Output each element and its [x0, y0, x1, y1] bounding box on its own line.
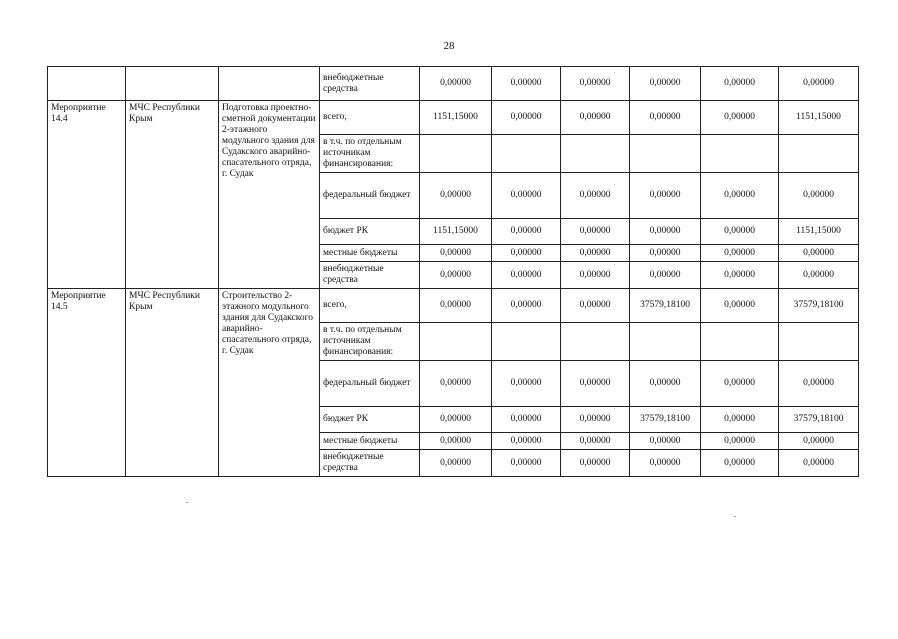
- amount-cell: 0,00000: [492, 289, 561, 323]
- description-cell: Подготовка проектно-сметной документации 2-этажного модульного здания для Судакского аварийно-спасательного отряда, г. Судак: [219, 101, 320, 289]
- amount-cell: 0,00000: [630, 101, 701, 135]
- funding-source-cell: внебюджетные средства: [320, 67, 420, 101]
- amount-cell: 0,00000: [420, 433, 492, 450]
- amount-cell: 0,00000: [492, 262, 561, 289]
- amount-cell: 0,00000: [492, 450, 561, 477]
- event-cell-empty: [48, 67, 126, 101]
- funding-source-cell: бюджет РК: [320, 219, 420, 245]
- amount-cell: 37579,18100: [630, 407, 701, 433]
- description-cell-empty: [219, 67, 320, 101]
- amount-cell: 0,00000: [701, 245, 779, 262]
- amount-cell: 0,00000: [420, 289, 492, 323]
- amount-cell: 1151,15000: [420, 219, 492, 245]
- amount-cell: 0,00000: [701, 289, 779, 323]
- page-number: 28: [443, 40, 455, 52]
- amount-cell: 37579,18100: [779, 407, 859, 433]
- amount-cell: 0,00000: [630, 450, 701, 477]
- funding-source-cell: всего,: [320, 101, 420, 135]
- funding-source-cell: в т.ч. по отдельным источникам финансирования:: [320, 135, 420, 173]
- amount-cell: 0,00000: [701, 361, 779, 407]
- amount-cell: 0,00000: [420, 245, 492, 262]
- amount-cell: [779, 323, 859, 361]
- amount-cell: 0,00000: [701, 262, 779, 289]
- amount-cell: 0,00000: [630, 433, 701, 450]
- amount-cell: 0,00000: [492, 219, 561, 245]
- funding-source-cell: внебюджетные средства: [320, 262, 420, 289]
- amount-cell: 0,00000: [561, 262, 630, 289]
- amount-cell: 0,00000: [701, 407, 779, 433]
- budget-table: [47, 66, 859, 477]
- amount-cell: 0,00000: [561, 67, 630, 101]
- event-cell: Мероприятие 14.4: [48, 101, 126, 289]
- amount-cell: 0,00000: [779, 173, 859, 219]
- scan-speck: [186, 502, 188, 503]
- amount-cell: 0,00000: [630, 361, 701, 407]
- amount-cell: 0,00000: [561, 433, 630, 450]
- amount-cell: 0,00000: [561, 245, 630, 262]
- amount-cell: [492, 323, 561, 361]
- amount-cell: 37579,18100: [630, 289, 701, 323]
- amount-cell: [630, 135, 701, 173]
- amount-cell: 0,00000: [701, 101, 779, 135]
- amount-cell: [492, 135, 561, 173]
- amount-cell: 0,00000: [420, 361, 492, 407]
- table-row: [48, 67, 859, 101]
- amount-cell: [420, 323, 492, 361]
- table-body: [48, 67, 859, 477]
- amount-cell: 0,00000: [779, 450, 859, 477]
- amount-cell: 0,00000: [701, 173, 779, 219]
- amount-cell: 0,00000: [492, 67, 561, 101]
- amount-cell: 0,00000: [701, 67, 779, 101]
- amount-cell: [420, 135, 492, 173]
- amount-cell: 0,00000: [701, 433, 779, 450]
- amount-cell: [561, 323, 630, 361]
- amount-cell: 0,00000: [492, 245, 561, 262]
- funding-source-cell: федеральный бюджет: [320, 361, 420, 407]
- scan-speck: [734, 516, 736, 517]
- amount-cell: 1151,15000: [779, 101, 859, 135]
- amount-cell: 0,00000: [561, 101, 630, 135]
- amount-cell: 0,00000: [779, 361, 859, 407]
- event-cell: Мероприятие 14.5: [48, 289, 126, 477]
- amount-cell: 0,00000: [561, 450, 630, 477]
- amount-cell: 0,00000: [630, 262, 701, 289]
- amount-cell: 0,00000: [779, 245, 859, 262]
- amount-cell: 0,00000: [492, 433, 561, 450]
- amount-cell: 0,00000: [561, 289, 630, 323]
- amount-cell: 0,00000: [420, 407, 492, 433]
- table-row: [48, 101, 859, 135]
- amount-cell: 0,00000: [420, 173, 492, 219]
- amount-cell: 0,00000: [701, 450, 779, 477]
- amount-cell: 0,00000: [492, 407, 561, 433]
- funding-source-cell: всего,: [320, 289, 420, 323]
- funding-source-cell: бюджет РК: [320, 407, 420, 433]
- amount-cell: 0,00000: [630, 173, 701, 219]
- amount-cell: 0,00000: [561, 173, 630, 219]
- funding-source-cell: внебюджетные средства: [320, 450, 420, 477]
- amount-cell: [701, 135, 779, 173]
- amount-cell: [561, 135, 630, 173]
- amount-cell: 0,00000: [779, 433, 859, 450]
- amount-cell: 0,00000: [779, 67, 859, 101]
- amount-cell: 0,00000: [630, 67, 701, 101]
- amount-cell: 37579,18100: [779, 289, 859, 323]
- amount-cell: 0,00000: [420, 67, 492, 101]
- table-row: [48, 289, 859, 323]
- amount-cell: 0,00000: [492, 173, 561, 219]
- amount-cell: 0,00000: [630, 219, 701, 245]
- amount-cell: 1151,15000: [779, 219, 859, 245]
- amount-cell: 0,00000: [561, 407, 630, 433]
- executor-cell: МЧС Республики Крым: [126, 101, 219, 289]
- amount-cell: 0,00000: [701, 219, 779, 245]
- amount-cell: 0,00000: [630, 245, 701, 262]
- amount-cell: 0,00000: [420, 262, 492, 289]
- funding-source-cell: в т.ч. по отдельным источникам финансирования:: [320, 323, 420, 361]
- amount-cell: [779, 135, 859, 173]
- amount-cell: 0,00000: [492, 101, 561, 135]
- amount-cell: 1151,15000: [420, 101, 492, 135]
- description-cell: Строительство 2-этажного модульного здания для Судакского аварийно-спасательного отряда, г. Судак: [219, 289, 320, 477]
- funding-source-cell: местные бюджеты: [320, 433, 420, 450]
- amount-cell: 0,00000: [779, 262, 859, 289]
- amount-cell: 0,00000: [492, 361, 561, 407]
- amount-cell: [701, 323, 779, 361]
- amount-cell: 0,00000: [420, 450, 492, 477]
- executor-cell-empty: [126, 67, 219, 101]
- amount-cell: 0,00000: [561, 361, 630, 407]
- amount-cell: 0,00000: [561, 219, 630, 245]
- executor-cell: МЧС Республики Крым: [126, 289, 219, 477]
- funding-source-cell: местные бюджеты: [320, 245, 420, 262]
- amount-cell: [630, 323, 701, 361]
- funding-source-cell: федеральный бюджет: [320, 173, 420, 219]
